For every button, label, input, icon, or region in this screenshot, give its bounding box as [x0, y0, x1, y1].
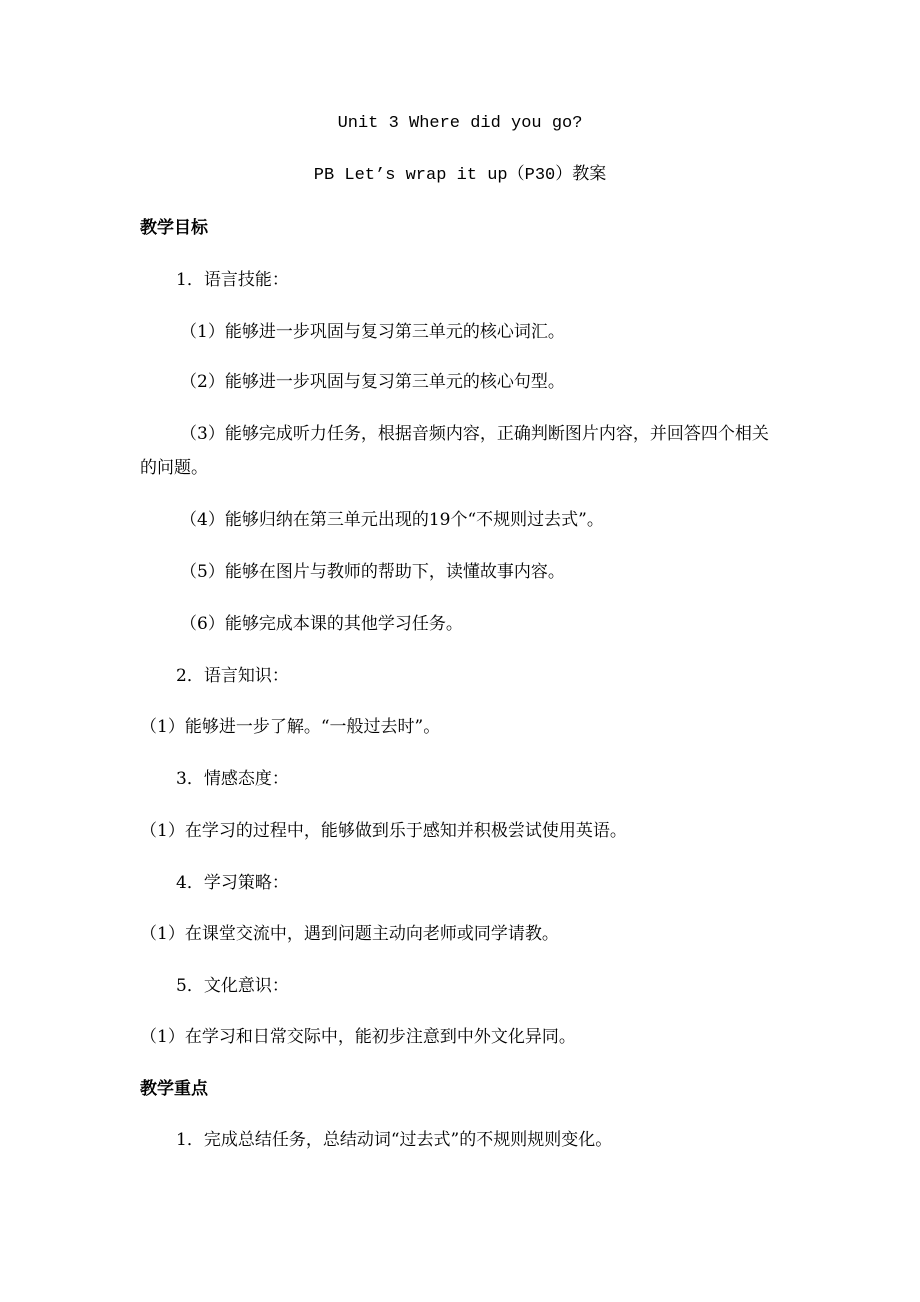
culture-item: （1）在学习和日常交际中，能初步注意到中外文化异同。: [140, 1027, 576, 1047]
skill-item: （1）能够进一步巩固与复习第三单元的核心词汇。: [180, 322, 565, 342]
document-subtitle: PB Let’s wrap it up（P30）教案: [313, 166, 607, 185]
skill-item: （3）能够完成听力任务，根据音频内容，正确判断图片内容，并回答四个相关的问题。: [140, 424, 769, 478]
section-heading-objectives: 教学目标: [140, 218, 208, 238]
strategy-item: （1）在课堂交流中，遇到问题主动向老师或同学请教。: [140, 924, 559, 944]
section-heading-key-points: 教学重点: [140, 1079, 208, 1099]
attitude-label: 3．情感态度：: [176, 769, 289, 789]
document-title: Unit 3 Where did you go?: [337, 114, 583, 133]
knowledge-label: 2．语言知识：: [176, 666, 289, 686]
attitude-item: （1）在学习的过程中，能够做到乐于感知并积极尝试使用英语。: [140, 821, 627, 841]
culture-label: 5．文化意识：: [176, 976, 289, 996]
key-point-item: 1．完成总结任务，总结动词“过去式”的不规则规则变化。: [176, 1130, 613, 1150]
knowledge-item: （1）能够进一步了解。“一般过去时”。: [140, 717, 441, 737]
skills-label: 1．语言技能：: [176, 270, 289, 290]
skill-item: （6）能够完成本课的其他学习任务。: [180, 614, 463, 634]
skill-item: （4）能够归纳在第三单元出现的19个“不规则过去式”。: [180, 510, 604, 530]
strategy-label: 4．学习策略：: [176, 873, 289, 893]
skill-item: （5）能够在图片与教师的帮助下，读懂故事内容。: [180, 562, 565, 582]
skill-item: （2）能够进一步巩固与复习第三单元的核心句型。: [180, 372, 565, 392]
